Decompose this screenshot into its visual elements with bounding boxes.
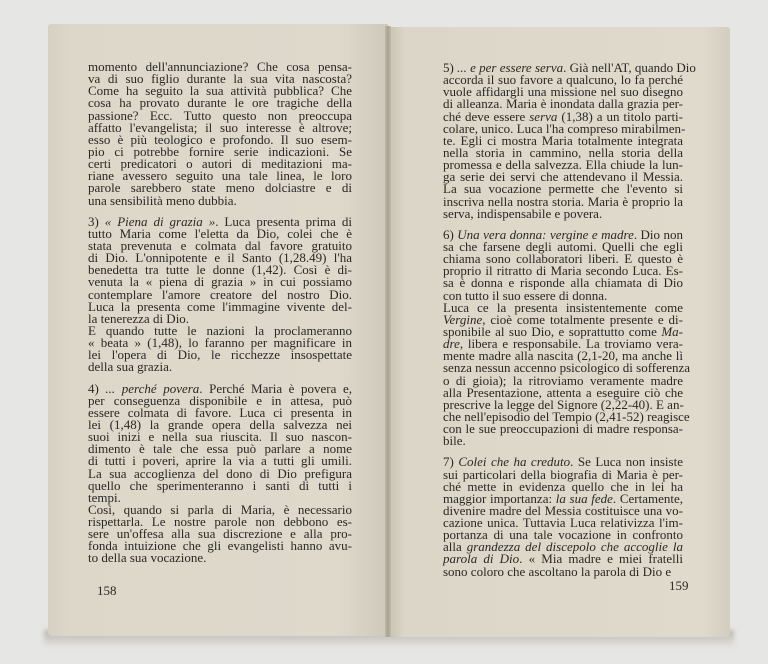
paragraph	[88, 213, 352, 326]
text-segment: Come ha seguito la sua attività pubblica? Che	[88, 83, 352, 99]
italic-segment: Ma-	[661, 323, 683, 339]
text-segment: momento dell'annunciazione? Che cosa pensa-	[88, 59, 352, 74]
text-segment: 4)	[88, 380, 106, 396]
text-segment: fonda intuizione che gli evangelisti hanno avu-	[88, 538, 352, 554]
text-segment: , libera e responsabile. La troviamo vera-	[459, 336, 683, 352]
text-segment: colare, unico. Luca l'ha compreso mirabilmen-	[443, 120, 686, 136]
text-segment: tempi.	[88, 489, 121, 505]
text-segment: stata prevenuta e colmata dal favore gratuito	[88, 237, 352, 253]
text-segment: . Certamente,	[612, 490, 683, 506]
text-segment: sere un'offesa alla sua discrezione e alla pro-	[88, 526, 352, 542]
italic-segment: Colei che ha creduto	[458, 454, 571, 470]
text-segment: di alleanza. Maria è inondata dalla grazia per-	[443, 96, 683, 112]
text-segment: esso è più teologico e profondo. Il suo esem-	[88, 131, 352, 147]
text-segment: chiama sono collaboratori liberi. E questo è	[443, 251, 683, 267]
italic-segment: « Piena di grazia »	[104, 213, 216, 229]
text-segment: Luca ce la presenta insistentemente come	[443, 299, 683, 315]
text-section	[88, 61, 352, 207]
text-segment: nella storia in cammino, nella storia della	[443, 144, 683, 160]
right-page	[388, 27, 730, 637]
text-line	[88, 477, 352, 493]
text-segment: 5)	[443, 60, 458, 75]
text-section	[443, 226, 691, 449]
text-segment: serva, indispensabile e povera.	[443, 205, 603, 221]
text-segment: 7)	[443, 454, 459, 470]
text-segment: ché mette in evidenza quello che in lei ha	[443, 478, 683, 494]
text-segment: quello che sperimenteranno i santi di tutti i	[88, 477, 352, 493]
paragraph	[443, 226, 683, 303]
paragraph	[443, 299, 691, 449]
text-segment: La sua vocazione permette che l'evento si	[443, 181, 683, 197]
text-segment: (1,38) a un titolo parti-	[557, 108, 683, 124]
italic-segment: ... perché povera	[105, 380, 200, 396]
text-line	[443, 205, 683, 221]
italic-segment: ... e per essere serva	[457, 60, 564, 75]
text-segment: cazione unica. Tuttavia Luca relativizza l'im-	[443, 515, 683, 531]
text-segment: . « Mia madre e miei fratelli	[519, 551, 683, 567]
text-segment: to della sua vocazione.	[88, 550, 207, 566]
text-segment: portanza di una tale vocazione in confronto	[443, 527, 683, 543]
paragraph	[88, 380, 352, 505]
text-segment: lei l'opera di Dio, le ricchezze insospettate	[88, 347, 352, 363]
text-section	[88, 213, 352, 375]
italic-segment: parola di Dio	[443, 551, 520, 567]
text-segment: accorda il suo favore a qualcuno, lo fa perché	[443, 72, 683, 88]
text-segment: sui particolari della biografia di Maria è per-	[443, 466, 683, 482]
text-segment: ga serie dei servi che attendevano il Messia.	[443, 169, 683, 185]
italic-segment: serva	[529, 108, 558, 124]
text-segment: Così, quando si parla di Maria, è necessario	[88, 501, 352, 517]
text-segment: senza nessun accenno psicologico di sofferenza	[443, 360, 691, 376]
page-number-right: 159	[669, 578, 689, 593]
text-segment: , cioè come totalmente presente e di-	[482, 311, 683, 327]
text-segment: Luca la presenta come l'immagine vivente del-	[88, 298, 352, 314]
paragraph	[443, 60, 696, 221]
text-segment: alla	[443, 539, 467, 555]
text-segment: alla Presentazione, attenta a eseguire ciò che	[443, 384, 683, 400]
text-segment: lei (1,48) la grande opera della salvezza nei	[88, 416, 352, 432]
text-segment: della sua grazia.	[88, 359, 173, 375]
text-segment: passione? Ecc. Tutto questo non preoccupa	[88, 107, 352, 123]
text-segment: . Se Luca non insiste	[570, 454, 683, 470]
text-segment: contemplare l'amore creatore del nostro Dio.	[88, 286, 352, 302]
text-segment: « beata » (1,48), lo faranno per magnificare in	[88, 335, 352, 351]
text-segment: sa che farsene degli automi. Quelli che egli	[443, 238, 683, 254]
text-segment: riane avessero seguito una tale linea, le loro	[88, 168, 352, 184]
text-segment: inscriva nella nostra storia. Maria è proprio la	[443, 193, 683, 209]
text-segment: va di suo figlio durante la sua vita nascosta?	[88, 71, 352, 87]
text-segment: essere colmata di favore. Luca ci presenta in	[88, 404, 352, 420]
text-segment: che nell'episodio del Tempio (2,41-52) reagisce	[443, 408, 690, 424]
text-segment: maggior importanza:	[443, 490, 556, 506]
text-section	[88, 380, 352, 566]
text-segment: 6)	[443, 226, 458, 242]
text-segment: parole sarebbero state meno dolciastre e di	[88, 180, 352, 196]
text-segment: E quando tutte le nazioni la proclameranno	[88, 322, 352, 338]
text-segment: sono coloro che ascoltano la parola di Dio e	[443, 563, 672, 579]
text-segment: cosa ha provato durante le ore tragiche della	[88, 95, 352, 111]
text-segment: rispettarla. Le nostre parole non debbono es-	[88, 514, 352, 530]
paragraph	[88, 322, 352, 375]
text-segment: benedetta tra tutte le donne (1,42). Così è di-	[88, 262, 352, 278]
text-segment: certi predicatori o autori di meditazioni ma-	[88, 156, 352, 172]
text-segment: promessa e della salvezza. Ella chiude la lun-	[443, 157, 683, 173]
text-segment: . Luca presenta prima di	[215, 213, 352, 229]
text-segment: 3)	[88, 213, 105, 229]
text-line	[443, 423, 683, 435]
paragraph	[88, 501, 352, 566]
text-line	[443, 435, 683, 447]
text-section	[443, 60, 696, 221]
text-segment: bile.	[443, 433, 466, 449]
text-segment: una sensibilità meno dubbia.	[88, 192, 237, 208]
text-line	[88, 552, 352, 564]
text-segment: con le sue preoccupazioni di madre responsa-	[443, 421, 683, 437]
text-segment: venuta la « piena di grazia » in cui possiamo	[88, 274, 352, 290]
text-segment: La sua accoglienza del dono di Dio prefigura	[88, 465, 352, 481]
italic-segment: Una vera donna: vergine e madre	[457, 226, 634, 242]
text-segment: con tutto il suo essere di donna.	[443, 287, 608, 303]
left-page-text	[88, 61, 352, 574]
text-segment: di tutti i poveri, aprire la via a tutti gli umili.	[88, 453, 352, 469]
paragraph	[88, 61, 352, 207]
italic-segment: dre	[443, 336, 460, 352]
text-segment: proprio il ritratto di Maria secondo Luca. Es-	[443, 263, 683, 279]
text-segment: tutto Maria come l'eletta da Dio, colei che è	[88, 225, 352, 241]
italic-segment: la sua fede	[555, 490, 613, 506]
page-number-left: 158	[97, 583, 117, 598]
text-segment: di Dio. L'onnipotente e il Santo (1,28.49) l'ha	[88, 250, 352, 266]
text-segment: . Perché Maria è povera e,	[199, 380, 352, 396]
text-section	[443, 456, 683, 577]
book-spine	[385, 26, 391, 637]
text-segment: mente madre alla nascita (2,1-20, ma anche lì	[443, 348, 683, 364]
paragraph	[443, 456, 683, 577]
text-segment: . Dio non	[633, 226, 683, 242]
text-line	[88, 361, 352, 373]
text-segment: te. Egli ci mostra Maria totalmente integrata	[443, 132, 683, 148]
text-segment: sa è donna e risponde alla chiamata di Dio	[443, 275, 683, 291]
italic-segment: Vergine	[443, 311, 483, 327]
text-segment: prescrive la legge del Signore (2,22-40). E an-	[443, 396, 684, 412]
text-segment: dimento è tale che essa può parlare a nome	[88, 441, 352, 457]
text-segment: per conseguenza disponibile e in attesa, può	[88, 392, 352, 408]
text-segment: affatto l'evangelista; il suo interesse è altrove;	[88, 119, 352, 135]
text-line	[443, 563, 683, 579]
text-segment: o di gioia); la ritroviamo veramente madre	[443, 372, 683, 388]
text-segment: vuole affidargli una missione nel suo disegno	[443, 84, 683, 100]
text-segment: sponibile al suo Dio, e soprattutto come	[443, 323, 662, 339]
text-segment: suoi inizi e nella sua riuscita. Il suo nascon-	[88, 429, 352, 445]
text-segment: la tenerezza di Dio.	[88, 310, 190, 326]
text-segment: . Già nell'AT, quando Dio	[563, 60, 696, 75]
text-segment: pio ci potrebbe fornire serie indicazioni. Se	[88, 143, 352, 159]
italic-segment: grandezza del discepolo che accoglie la	[466, 539, 683, 555]
text-segment: ché deve essere	[443, 108, 530, 124]
text-segment: divenire madre del Messia costituisce una vo-	[443, 502, 683, 518]
left-page	[48, 24, 388, 636]
text-line	[88, 192, 352, 208]
